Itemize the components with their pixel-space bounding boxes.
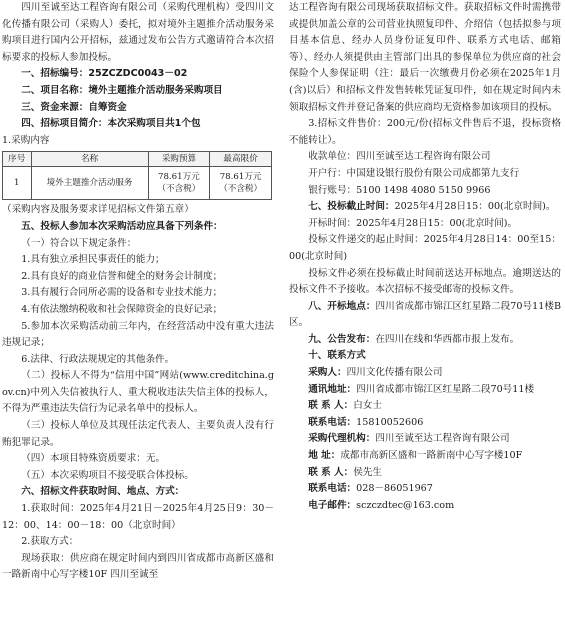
section-project-summary: 四、招标项目简介：本次采购项目共1个包 <box>21 118 201 130</box>
section-tender-number: 一、招标编号：25ZCZDC0043－02 <box>21 68 188 80</box>
buyer-contact-value: 白女士 <box>353 400 383 412</box>
acquisition-method-text: 现场获取：供应商在规定时间内到四川省成都市高新区盛和一路新南中心写字楼10F 四川至诚至 <box>2 552 274 581</box>
acquisition-method-label: 2.获取方式： <box>21 536 79 548</box>
agent-address-label: 地 址： <box>308 450 341 462</box>
opening-location-value: 四川省成都市锦江区红星路二段70号11楼B区。 <box>289 300 562 329</box>
cell-no: 1 <box>3 167 32 200</box>
procurement-content-label: 1.采购内容 <box>2 134 50 146</box>
section-document-acquisition: 六、招标文件获取时间、地点、方式： <box>21 486 185 498</box>
agent-contact <box>289 465 561 482</box>
acquisition-time: 1.获取时间：2025年4月21日－2025年4月25日9：30－12：00、14：00－18：00（北京时间） <box>2 503 274 531</box>
bid-deadline-label: 七、投标截止时间： <box>308 201 395 213</box>
section-project-name: 二、项目名称：境外主题推介活动服务采购项目 <box>21 84 223 96</box>
bank: 开户行：中国建设银行股份有限公司成都第九支行 <box>308 167 520 179</box>
agent-email-label: 电子邮件： <box>308 499 357 511</box>
buyer-address-label: 通讯地址： <box>308 383 357 395</box>
budget-amount: 78.61万元 <box>157 172 200 183</box>
condition-1: （一）符合以下规定条件： <box>21 237 137 249</box>
condition-5: （五）本次采购项目不接受联合体投标。 <box>21 469 194 481</box>
procurement-table <box>2 151 272 200</box>
table-header-row <box>3 152 272 167</box>
section-fund-source: 三、资金来源：自筹资金 <box>21 101 127 113</box>
right-column <box>289 0 561 514</box>
header-name: 名称 <box>31 152 148 167</box>
table-row <box>3 167 272 200</box>
agent-contact-label: 联 系 人： <box>308 466 354 478</box>
table-note: （采购内容及服务要求详见招标文件第五章） <box>2 204 194 216</box>
condition-4: （四）本项目特殊资质要求：无。 <box>21 453 166 465</box>
condition-1-3: 3.具有履行合同所必需的设备和专业技术能力； <box>21 287 223 299</box>
header-limit: 最高限价 <box>210 152 272 167</box>
section-contact: 十、联系方式 <box>308 350 366 362</box>
left-column <box>2 0 274 584</box>
intro-paragraph: 四川至诚至达工程咨询有限公司（采购代理机构）受四川文化传播有限公司（采购人）委托，拟对境外主题推介活动服务采购项目进行国内公开招标，兹通过发布公告方式邀请符合本次招标要求的投标人参加投标。 <box>2 2 274 63</box>
buyer-phone-label: 联系电话： <box>308 416 357 428</box>
agent-phone-value: 028－86051967 <box>356 483 433 495</box>
section-bidder-conditions: 五、投标人参加本次采购活动应具备下列条件： <box>21 220 223 232</box>
limit-tax-note: （不含税） <box>219 184 263 195</box>
bank-account: 银行账号：5100 1498 4080 5150 9966 <box>308 184 491 196</box>
submission-time: 投标文件递交的起止时间：2025年4月28日14：00至15：00(北京时间) <box>289 234 561 262</box>
agent-phone <box>289 481 561 498</box>
condition-1-6: 6.法律、行政法规规定的其他条件。 <box>21 353 175 365</box>
buyer <box>289 365 561 382</box>
agent-email <box>289 498 561 515</box>
document-price: 3.招标文件售价：200元/份(招标文件售后不退，投标资格不能转让）。 <box>289 118 561 146</box>
section-opening-location <box>289 299 561 332</box>
cell-name: 境外主题推介活动服务 <box>31 167 148 200</box>
cell-limit <box>210 167 272 200</box>
payee: 收款单位：四川至诚至达工程咨询有限公司 <box>308 151 491 163</box>
buyer-address <box>289 382 561 399</box>
section-publication <box>289 332 561 349</box>
publication-value: 在四川在线和华西都市报上发布。 <box>375 333 520 345</box>
agent-email-value: sczczdtec@163.com <box>356 499 455 511</box>
agent-address <box>289 448 561 465</box>
buyer-contact <box>289 398 561 415</box>
buyer-phone-value: 15810052606 <box>356 416 424 428</box>
agent-address-value: 成都市高新区盛和一路新南中心写字楼10F <box>340 450 523 462</box>
buyer-contact-label: 联 系 人： <box>308 400 354 412</box>
condition-3: （三）投标人单位及其现任法定代表人、主要负责人没有行贿犯罪记录。 <box>2 420 274 448</box>
limit-amount: 78.61万元 <box>219 172 262 183</box>
agent <box>289 431 561 448</box>
submission-note: 投标文件必须在投标截止时间前送达开标地点。逾期送达的投标文件不予接收。本次招标不接受邮寄的投标文件。 <box>289 267 561 296</box>
condition-1-4: 4.有依法缴纳税收和社会保障资金的良好记录； <box>21 303 223 315</box>
publication-label: 九、公告发布： <box>308 333 376 345</box>
acquisition-method-continued: 达工程咨询有限公司现场获取招标文件。获取招标文件时需携带或提供加盖公章的公司营业执照复印件、介绍信（包括拟参与项目基本信息、经办人员身份证复印件、联系方式电话、邮箱等）、经办人须提供由主管部门出具的参保单位为供应商的社会保险个人参保证明（注：最后一次缴费月份必须在2025年1月(含)以后）和招标文件发售转帐凭证复印件，如在规定时间内未领取招标文件并登记备案的供应商均无资格参加该项目的投标。 <box>289 2 561 113</box>
agent-contact-value: 侯先生 <box>353 466 383 478</box>
opening-time: 开标时间：2025年4月28日15：00(北京时间)。 <box>308 217 518 229</box>
agent-phone-label: 联系电话： <box>308 483 357 495</box>
agent-label: 采购代理机构： <box>308 433 376 445</box>
condition-1-2: 2.具有良好的商业信誉和健全的财务会计制度； <box>21 270 223 282</box>
cell-budget <box>148 167 210 200</box>
condition-1-5: 5.参加本次采购活动前三年内，在经营活动中没有重大违法违规记录； <box>2 320 274 349</box>
condition-1-1: 1.具有独立承担民事责任的能力； <box>21 254 165 266</box>
header-budget: 采购预算 <box>148 152 210 167</box>
condition-2: （二）投标人不得为“信用中国”网站(www.creditchina.gov.cn)中列入失信被执行人、重大税收违法失信主体的投标人，不得为严重违法失信行为记录名单中的投标人。 <box>2 370 274 415</box>
buyer-address-value: 四川省成都市锦江区红星路二段70号11楼 <box>356 383 535 395</box>
buyer-value: 四川文化传播有限公司 <box>346 367 443 379</box>
section-bid-deadline <box>289 199 561 216</box>
agent-value: 四川至诚至达工程咨询有限公司 <box>375 433 510 445</box>
header-no: 序号 <box>3 152 32 167</box>
bid-deadline-value: 2025年4月28日15：00(北京时间)。 <box>394 201 556 213</box>
opening-location-label: 八、开标地点： <box>308 300 376 312</box>
buyer-phone <box>289 415 561 432</box>
buyer-label: 采购人： <box>308 367 347 379</box>
budget-tax-note: （不含税） <box>157 184 201 195</box>
